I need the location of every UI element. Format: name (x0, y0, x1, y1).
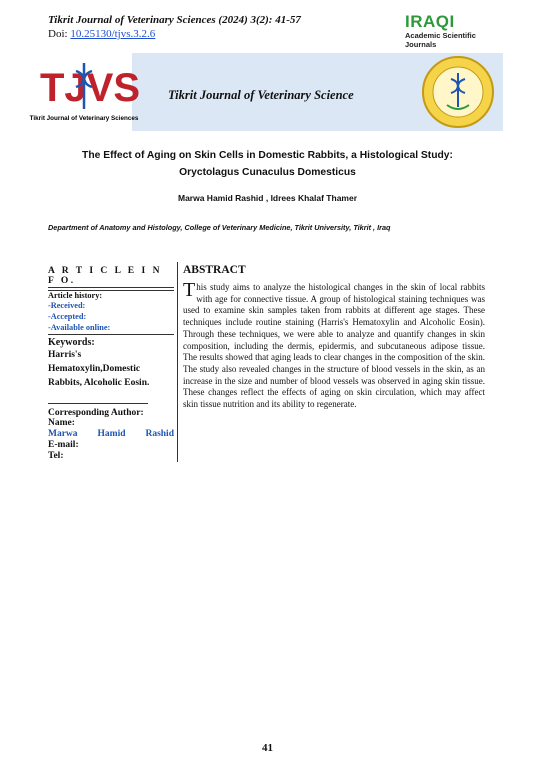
keywords-text: Harris's Hematoxylin,Domestic Rabbits, Alcoholic Eosin. (48, 350, 150, 388)
email-label: E-mail: (48, 440, 79, 450)
tjvs-logo-text: TJVS (40, 66, 141, 110)
available-online-label: -Available online: (48, 323, 111, 332)
tjvs-logo-caption: Tikrit Journal of Veterinary Sciences (29, 115, 139, 122)
keywords-block (48, 334, 174, 390)
abstract-text (183, 279, 485, 411)
affiliation: Department of Anatomy and Histology, College of Veterinary Medicine, Tikrit University, Tikrit , Iraq (48, 223, 391, 232)
tjvs-logo (29, 53, 141, 131)
author-middle-name: Hamid (97, 429, 126, 439)
corresponding-divider (48, 403, 148, 404)
article-title-line2: Oryctolagus Cunaculus Domesticus (179, 167, 356, 178)
iraqi-subtitle: Academic Scientific Journals (405, 31, 476, 49)
abstract-dropcap: T (183, 279, 196, 301)
keywords-label: Keywords: (48, 337, 95, 348)
iraqi-logo[interactable] (405, 12, 505, 49)
name-label: Name: (48, 418, 75, 428)
iraqi-mark: IRAQI (405, 12, 455, 31)
author-last-name: Rashid (145, 429, 174, 439)
tel-label: Tel: (48, 451, 64, 461)
authors: Marwa Hamid Rashid , Idrees Khalaf Thamer (177, 193, 358, 203)
journal-citation: Tikrit Journal of Veterinary Sciences (2024) 3(2): 41-57 (48, 14, 301, 26)
accepted-label: -Accepted: (48, 312, 87, 321)
banner-title: Tikrit Journal of Veterinary Science (168, 88, 354, 102)
column-divider (177, 262, 178, 462)
abstract-heading: ABSTRACT (183, 264, 246, 276)
author-first-name: Marwa (48, 429, 78, 439)
doi-link[interactable]: 10.25130/tjvs.3.2.6 (70, 28, 156, 40)
doi-line (48, 28, 155, 40)
corresponding-author-name (48, 429, 174, 440)
corresponding-author-label: Corresponding Author: (48, 408, 144, 418)
abstract-body: his study aims to analyze the histological changes in the skin of local rabbits with age for connective tissue. A group of histological staining techniques was used to examine skin samples taken from rabbits at different age stages. These techniques include routine staining (Harris's Hematoxylin and Alcoholic Eosin). Through these techniques, we were able to analyze and quantify changes in skin composition, including the dermis, epidermis, and subcutaneous adipose tissue. The results showed that aging leads to clear changes in the composition of the skin. The study also revealed changes in the structure of blood vessels in the skin, as an increase in the size and number of blood vessels was observed in aging skin tissue. These changes reflect the effects of aging on skin circulation, which may affect skin tissue nutrition and its ability to regenerate. (183, 282, 485, 410)
article-info-column (48, 266, 174, 462)
university-seal-icon (421, 55, 495, 129)
article-history-label: Article history: (48, 291, 103, 300)
journal-banner (29, 53, 503, 131)
doi-label: Doi: (48, 28, 71, 40)
article-title (30, 147, 505, 181)
article-info-heading: A R T I C L E I N F O. (48, 266, 174, 288)
abstract-column (183, 264, 485, 411)
page-number: 41 (262, 742, 273, 754)
article-title-line1: The Effect of Aging on Skin Cells in Domestic Rabbits, a Histological Study: (82, 150, 453, 161)
received-label: -Received: (48, 301, 86, 310)
